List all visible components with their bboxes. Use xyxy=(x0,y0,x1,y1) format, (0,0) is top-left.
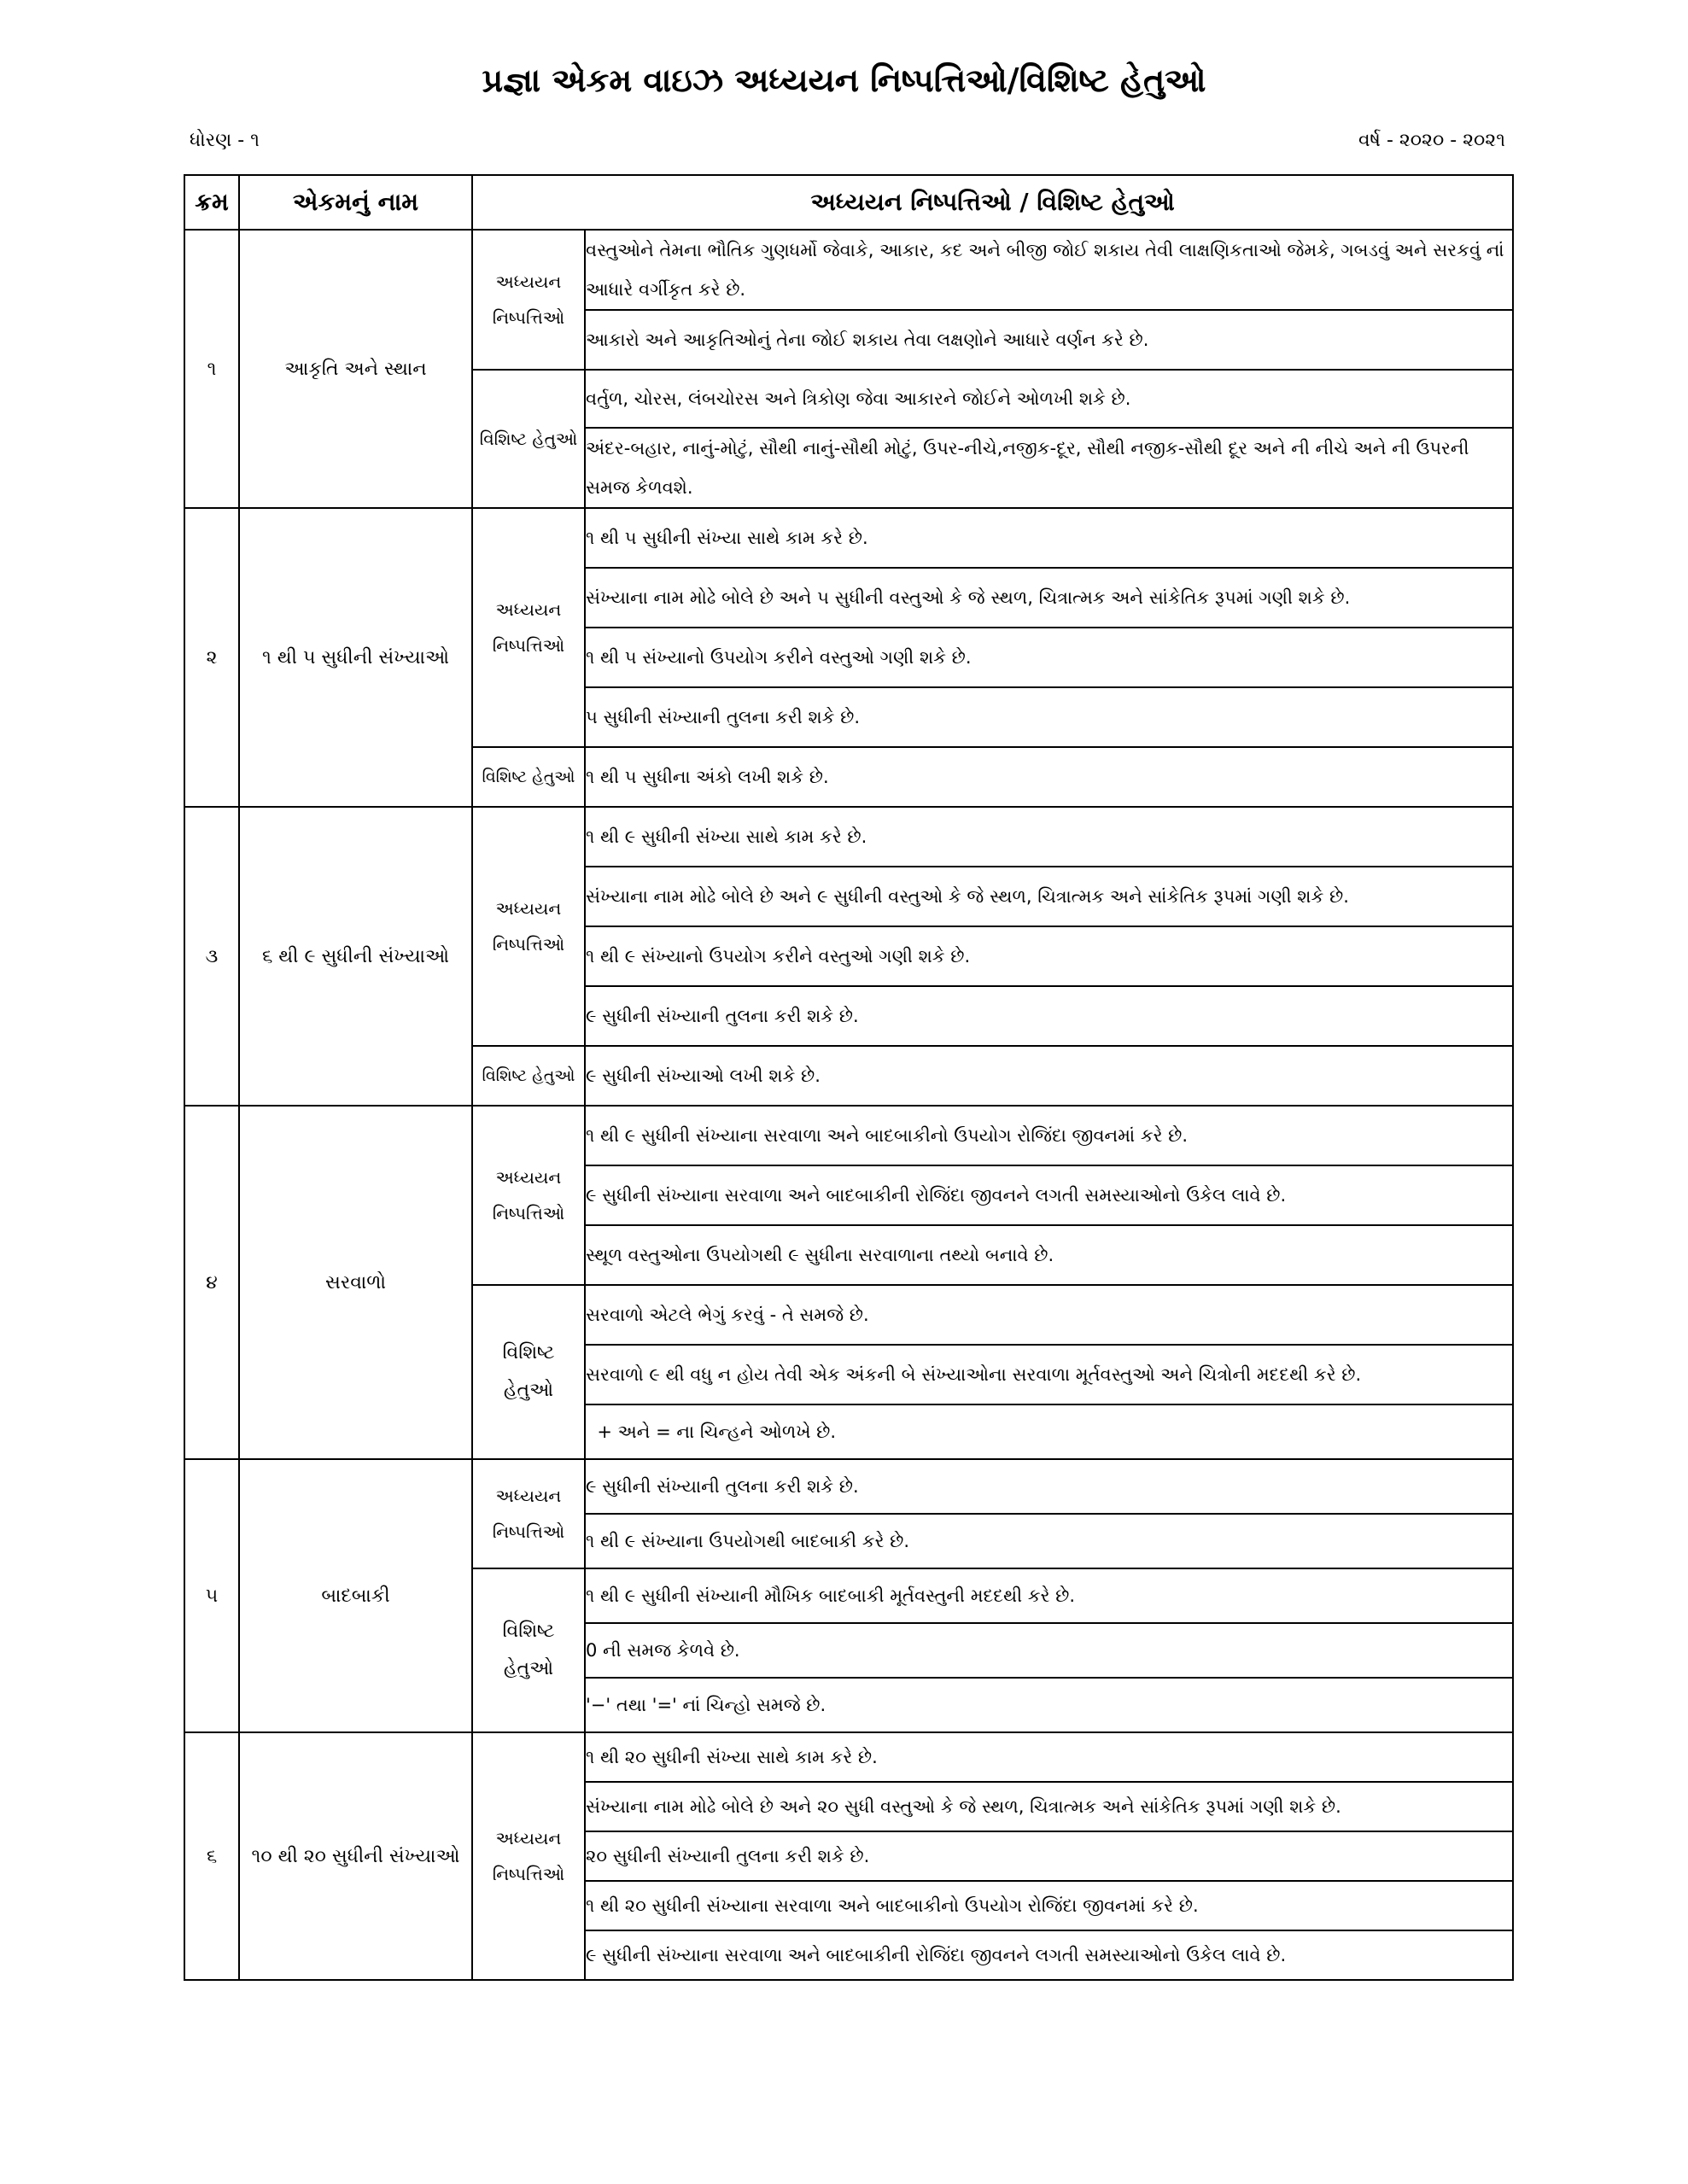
header-outcomes: અધ્યયન નિષ્પત્તિઓ / વિશિષ્ટ હેતુઓ xyxy=(472,175,1513,230)
outcome-text: ૯ સુધીની સંખ્યાના સરવાળા અને બાદબાકીની રોજિંદા જીવનને લગતી સમસ્યાઓનો ઉકેલ લાવે છે. xyxy=(585,1165,1513,1225)
outcome-text: ૧ થી ૯ સંખ્યાના ઉપયોગથી બાદબાકી કરે છે. xyxy=(585,1514,1513,1568)
outcomes-label: અધ્યયન નિષ્પત્તિઓ xyxy=(472,1732,585,1980)
outcome-text: ૧ થી ૯ સુધીની સંખ્યાના સરવાળા અને બાદબાકીનો ઉપયોગ રોજિંદા જીવનમાં કરે છે. xyxy=(585,1106,1513,1165)
objective-text: '−' તથા '=' નાં ચિન્હો સમજે છે. xyxy=(585,1678,1513,1732)
unit-number: ૬ xyxy=(184,1732,239,1980)
unit-number: ૫ xyxy=(184,1459,239,1732)
objective-text: ૧ થી ૯ સુધીની સંખ્યાની મૌખિક બાદબાકી મૂર્તવસ્તુની મદદથી કરે છે. xyxy=(585,1568,1513,1623)
objective-text: 0 ની સમજ કેળવે છે. xyxy=(585,1623,1513,1678)
outcome-text: ૯ સુધીની સંખ્યાની તુલના કરી શકે છે. xyxy=(585,986,1513,1046)
objective-text: ૯ સુધીની સંખ્યાઓ લખી શકે છે. xyxy=(585,1046,1513,1106)
unit-name: ૧૦ થી ૨૦ સુધીની સંખ્યાઓ xyxy=(239,1732,472,1980)
objective-text: ૧ થી ૫ સુધીના અંકો લખી શકે છે. xyxy=(585,747,1513,807)
outcome-text: ૯ સુધીની સંખ્યાના સરવાળા અને બાદબાકીની રોજિંદા જીવનને લગતી સમસ્યાઓનો ઉકેલ લાવે છે. xyxy=(585,1930,1513,1980)
unit-name: સરવાળો xyxy=(239,1106,472,1459)
unit-name: આકૃતિ અને સ્થાન xyxy=(239,230,472,508)
table-row xyxy=(184,807,1513,867)
outcome-text: ૧ થી ૫ સુધીની સંખ્યા સાથે કામ કરે છે. xyxy=(585,508,1513,568)
outcome-text: ૫ સુધીની સંખ્યાની તુલના કરી શકે છે. xyxy=(585,687,1513,747)
unit-name: ૬ થી ૯ સુધીની સંખ્યાઓ xyxy=(239,807,472,1106)
header-unit-name: એકમનું નામ xyxy=(239,175,472,230)
outcome-text: ૧ થી ૫ સંખ્યાનો ઉપયોગ કરીને વસ્તુઓ ગણી શકે છે. xyxy=(585,628,1513,687)
unit-name: ૧ થી ૫ સુધીની સંખ્યાઓ xyxy=(239,508,472,807)
page-title: પ્રજ્ઞા એકમ વાઇઝ અધ્યયન નિષ્પત્તિઓ/વિશિષ્ટ હેતુઓ xyxy=(482,61,1206,99)
outcome-text: સંખ્યાના નામ મોઢે બોલે છે અને ૯ સુધીની વસ્તુઓ કે જે સ્થળ, ચિત્રાત્મક અને સાંકેતિક રૂપમાં ગણી શકે છે. xyxy=(585,867,1513,926)
unit-number: ૩ xyxy=(184,807,239,1106)
table-header-row xyxy=(184,175,1513,230)
outcome-text: ૯ સુધીની સંખ્યાની તુલના કરી શકે છે. xyxy=(585,1459,1513,1514)
objectives-label: વિશિષ્ટ હેતુઓ xyxy=(472,370,585,508)
outcomes-label: અધ્યયન નિષ્પત્તિઓ xyxy=(472,508,585,747)
unit-number: ૪ xyxy=(184,1106,239,1459)
outcome-text: ૧ થી ૯ સુધીની સંખ્યા સાથે કામ કરે છે. xyxy=(585,807,1513,867)
grade-label: ધોરણ - ૧ xyxy=(190,130,260,151)
table-row xyxy=(184,230,1513,310)
outcome-text: સ્થૂળ વસ્તુઓના ઉપયોગથી ૯ સુધીના સરવાળાના તથ્યો બનાવે છે. xyxy=(585,1225,1513,1285)
outcome-text: ૧ થી ૯ સંખ્યાનો ઉપયોગ કરીને વસ્તુઓ ગણી શકે છે. xyxy=(585,926,1513,986)
outcome-text: સંખ્યાના નામ મોઢે બોલે છે અને ૨૦ સુધી વસ્તુઓ કે જે સ્થળ, ચિત્રાત્મક અને સાંકેતિક રૂપમાં ગણી શકે છે. xyxy=(585,1782,1513,1831)
objectives-label: વિશિષ્ટ હેતુઓ xyxy=(472,1046,585,1106)
unit-name: બાદબાકી xyxy=(239,1459,472,1732)
objective-text: અંદર-બહાર, નાનું-મોટું, સૌથી નાનું-સૌથી મોટું, ઉપર-નીચે,નજીક-દૂર, સૌથી નજીક-સૌથી દૂર અને ની નીચે અને ની ઉપરની સમજ કેળવશે. xyxy=(585,428,1513,508)
outcome-text: ૧ થી ૨૦ સુધીની સંખ્યાના સરવાળા અને બાદબાકીનો ઉપયોગ રોજિંદા જીવનમાં કરે છે. xyxy=(585,1881,1513,1930)
objective-text: સરવાળો ૯ થી વધુ ન હોય તેવી એક અંકની બે સંખ્યાઓના સરવાળા મૂર્તવસ્તુઓ અને ચિત્રોની મદદથી કરે છે. xyxy=(585,1345,1513,1404)
objectives-label: વિશિષ્ટ હેતુઓ xyxy=(472,1285,585,1459)
outcomes-label: અધ્યયન નિષ્પત્તિઓ xyxy=(472,1459,585,1568)
outcome-text: ૨૦ સુધીની સંખ્યાની તુલના કરી શકે છે. xyxy=(585,1831,1513,1881)
unit-number: ૨ xyxy=(184,508,239,807)
table-row xyxy=(184,508,1513,568)
outcome-text: ૧ થી ૨૦ સુધીની સંખ્યા સાથે કામ કરે છે. xyxy=(585,1732,1513,1782)
outcomes-table xyxy=(184,174,1514,1981)
outcomes-label: અધ્યયન નિષ્પત્તિઓ xyxy=(472,807,585,1046)
objective-text: વર્તુળ, ચોરસ, લંબચોરસ અને ત્રિકોણ જેવા આકારને જોઈને ઓળખી શકે છે. xyxy=(585,370,1513,428)
objective-text: + અને = ના ચિન્હને ઓળખે છે. xyxy=(585,1404,1513,1459)
outcomes-label: અધ્યયન નિષ્પત્તિઓ xyxy=(472,230,585,370)
outcome-text: આકારો અને આકૃતિઓનું તેના જોઈ શકાય તેવા લક્ષણોને આધારે વર્ણન કરે છે. xyxy=(585,310,1513,370)
table-row xyxy=(184,1459,1513,1514)
year-label: વર્ષ - ૨૦૨૦ - ૨૦૨૧ xyxy=(1358,130,1505,151)
table-row xyxy=(184,1732,1513,1782)
unit-number: ૧ xyxy=(184,230,239,508)
outcome-text: વસ્તુઓને તેમના ભૌતિક ગુણધર્મો જેવાકે, આકાર, કદ અને બીજી જોઈ શકાય તેવી લાક્ષણિકતાઓ જેમકે, ગબડવું અને સરકવું નાં આધારે વર્ગીકૃત કરે છે. xyxy=(585,230,1513,310)
table-row xyxy=(184,1106,1513,1165)
outcomes-label: અધ્યયન નિષ્પત્તિઓ xyxy=(472,1106,585,1285)
outcome-text: સંખ્યાના નામ મોઢે બોલે છે અને ૫ સુધીની વસ્તુઓ કે જે સ્થળ, ચિત્રાત્મક અને સાંકેતિક રૂપમાં ગણી શકે છે. xyxy=(585,568,1513,628)
objectives-label: વિશિષ્ટ હેતુઓ xyxy=(472,747,585,807)
header-no: ક્રમ xyxy=(184,175,239,230)
objective-text: સરવાળો એટલે ભેગું કરવું - તે સમજે છે. xyxy=(585,1285,1513,1345)
objectives-label: વિશિષ્ટ હેતુઓ xyxy=(472,1568,585,1732)
